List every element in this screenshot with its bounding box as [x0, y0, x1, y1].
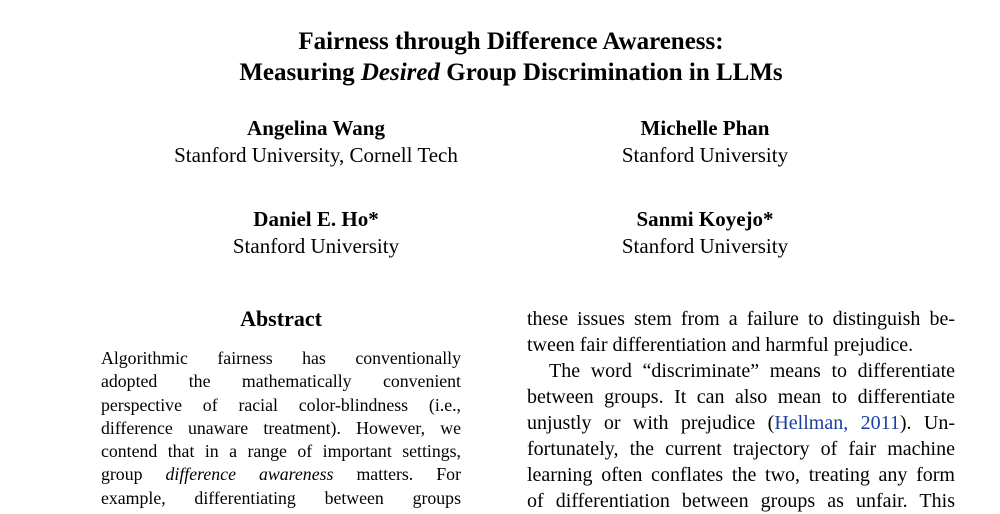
body-line: between groups. It can also mean to differentiate	[527, 386, 955, 408]
paper-title-line-2-start: Measuring	[239, 59, 361, 86]
abstract-line-start: group	[101, 464, 166, 485]
abstract-italic-phrase: difference awareness	[165, 464, 334, 485]
body-line: of differentiation between groups as unfair. This	[527, 490, 955, 512]
abstract-heading: Abstract	[240, 306, 322, 331]
body-line: fortunately, the current trajectory of fair machine	[527, 438, 955, 460]
body-line: The word “discriminate” means to differentiate	[549, 360, 955, 382]
author-name: Sanmi Koyejo*	[636, 207, 774, 231]
author-name: Angelina Wang	[247, 116, 385, 140]
abstract-line: contend that in a range of important settings,	[101, 441, 461, 462]
paper-title	[0, 26, 1000, 88]
author-name: Michelle Phan	[640, 116, 770, 140]
author-block-4	[525, 206, 885, 260]
introduction-text	[527, 306, 955, 514]
abstract-line: example, differentiating between groups	[101, 487, 461, 508]
paper-title-line-1: Fairness through Difference Awareness:	[298, 28, 724, 55]
author-affiliation: Stanford University	[621, 234, 789, 258]
citation-link[interactable]: Hellman, 2011	[774, 412, 900, 434]
abstract-line: adopted the mathematically convenient	[101, 371, 461, 392]
abstract-line: difference unaware treatment). However, we	[101, 417, 461, 438]
body-line: learning often conflates the two, treating any form	[527, 464, 955, 486]
author-block-3	[136, 206, 496, 260]
abstract-text	[101, 347, 461, 510]
author-name: Daniel E. Ho*	[253, 207, 379, 231]
author-affiliation: Stanford University, Cornell Tech	[174, 143, 458, 167]
abstract-line-emphasis	[101, 463, 461, 486]
body-line-start: unjustly or with prejudice (	[527, 412, 775, 434]
paper-title-italic-word: Desired	[360, 59, 441, 86]
body-line-with-citation	[527, 410, 955, 436]
abstract-line: Algorithmic fairness has conventionally	[101, 348, 461, 368]
paper-title-line-2-end: Group Discrimination in LLMs	[440, 59, 783, 86]
author-affiliation: Stanford University	[621, 143, 789, 167]
abstract-line-end: matters. For	[333, 464, 461, 485]
abstract-line: perspective of racial color-blindness (i.e.,	[101, 394, 461, 415]
body-line: these issues stem from a failure to distinguish be-	[527, 308, 955, 330]
body-line: tween fair differentiation and harmful prejudice.	[527, 334, 914, 356]
author-block-2	[525, 115, 885, 169]
body-line-end: ). Un-	[899, 412, 956, 434]
paper-title-line-2	[0, 57, 1000, 88]
author-affiliation: Stanford University	[232, 234, 400, 258]
author-block-1	[136, 115, 496, 169]
